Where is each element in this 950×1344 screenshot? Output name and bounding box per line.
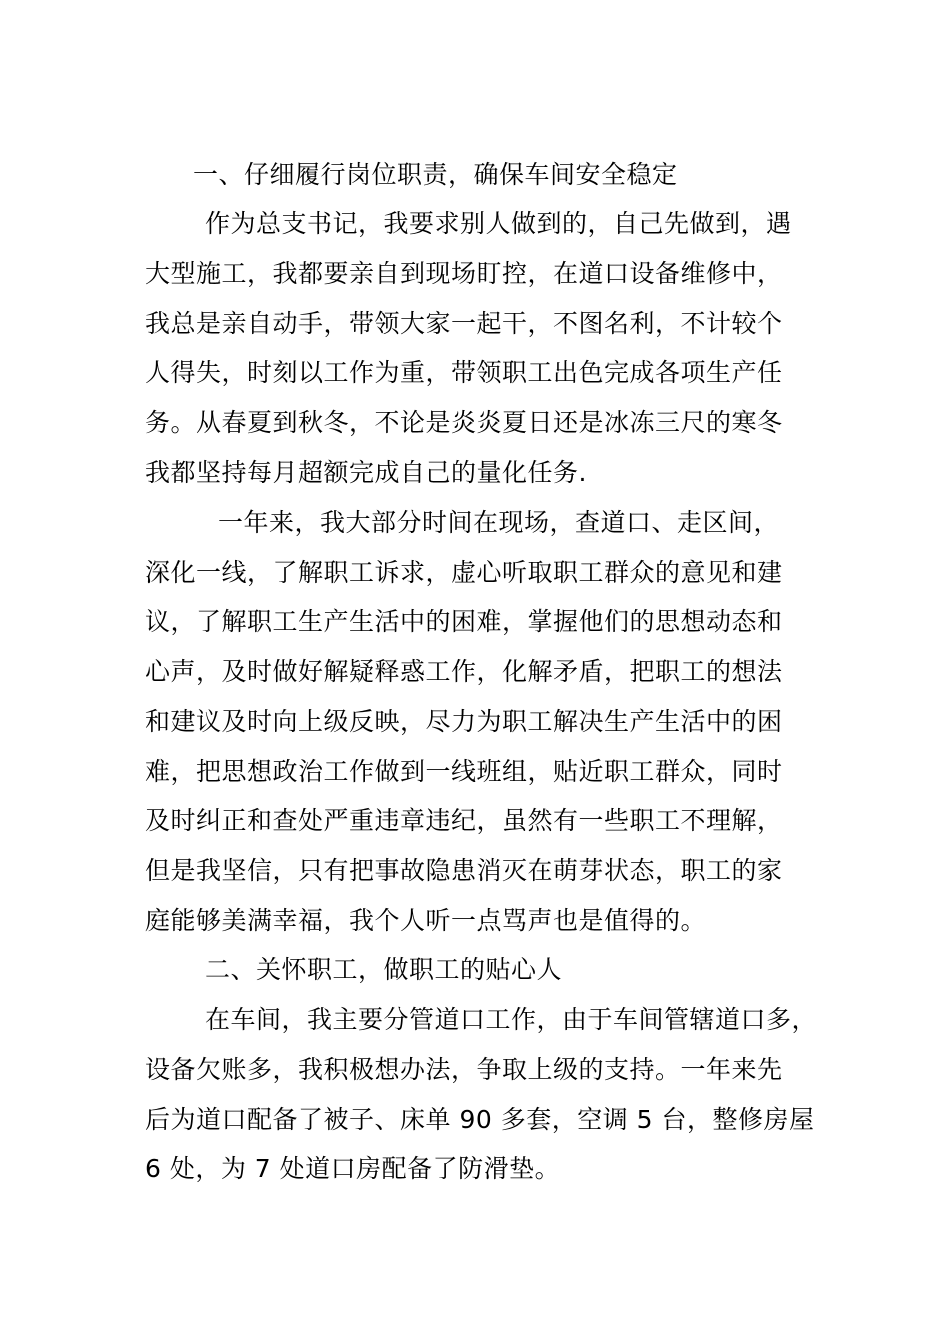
- paragraph-line: 但是我坚信，只有把事故隐患消灭在萌芽状态，职工的家: [145, 856, 783, 885]
- paragraph-line: 人得失，时刻以工作为重，带领职工出色完成各项生产任: [145, 358, 783, 387]
- paragraph-line: 庭能够美满幸福，我个人听一点骂声也是值得的。: [145, 906, 707, 935]
- paragraph-line: 及时纠正和查处严重违章违纪，虽然有一些职工不理解，: [145, 806, 783, 835]
- paragraph-line: 难，把思想政治工作做到一线班组，贴近职工群众，同时: [145, 757, 783, 786]
- paragraph-line: 我都坚持每月超额完成自己的量化任务.: [145, 458, 587, 487]
- paragraph-line: 心声，及时做好解疑释惑工作，化解矛盾，把职工的想法: [145, 657, 783, 686]
- paragraph-line: 议，了解职工生产生活中的困难，掌握他们的思想动态和: [145, 607, 783, 636]
- paragraph-line: 6 处，为 7 处道口房配备了防滑垫。: [145, 1154, 561, 1183]
- paragraph-line: 务。从春夏到秋冬，不论是炎炎夏日还是冰冻三尺的寒冬: [145, 408, 783, 437]
- paragraph-line: 深化一线，了解职工诉求，虚心听取职工群众的意见和建: [145, 558, 783, 587]
- paragraph-line: 设备欠账多，我积极想办法，争取上级的支持。一年来先: [145, 1055, 783, 1084]
- paragraph-line: 后为道口配备了被子、床单 90 多套，空调 5 台，整修房屋: [145, 1105, 815, 1134]
- paragraph-line: 在车间，我主要分管道口工作，由于车间管辖道口多，: [205, 1005, 818, 1034]
- paragraph-line: 我总是亲自动手，带领大家一起干，不图名利，不计较个: [145, 309, 783, 338]
- section-heading: 一、仔细履行岗位职责，确保车间安全稳定: [193, 160, 678, 189]
- paragraph-line: 和建议及时向上级反映，尽力为职工解决生产生活中的困: [145, 707, 783, 736]
- paragraph-line: 大型施工，我都要亲自到现场盯控，在道口设备维修中，: [145, 259, 783, 288]
- section-heading: 二、关怀职工，做职工的贴心人: [205, 955, 563, 984]
- paragraph-line: 作为总支书记，我要求别人做到的，自己先做到，遇: [205, 209, 792, 238]
- paragraph-line: 一年来，我大部分时间在现场，查道口、走区间，: [218, 508, 780, 537]
